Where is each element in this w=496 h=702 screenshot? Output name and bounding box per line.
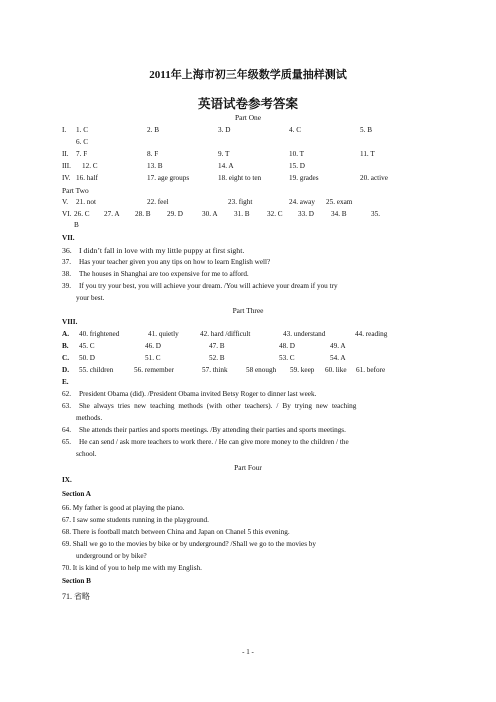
row-label: B.: [62, 342, 69, 350]
answer-cell: 4. C: [289, 126, 301, 134]
answer-cell: 17. age groups: [147, 174, 190, 182]
ix-item: 66. My father is good at playing the piano.: [62, 504, 185, 512]
item-text: Has your teacher given you any tips on how to learn English well?: [79, 258, 271, 266]
ix-item: 67. I saw some students running in the playground.: [62, 516, 209, 524]
item-text: If you try your best, you will achieve your dream. /You will achieve your dream if you try: [79, 282, 338, 290]
answer-cell: 60. like: [325, 366, 347, 374]
part-three-heading: Part Three: [232, 306, 264, 315]
answer-cell: 41. quietly: [148, 330, 179, 338]
ix-item: 69. Shall we go to the movies by bike or by underground? /Shall we go to the movies by: [62, 540, 316, 548]
section-a-label: Section A: [62, 490, 91, 498]
item-text: She attends their parties and sports meetings. /By attending their parties and sports meetings.: [79, 426, 346, 434]
part-four-heading: Part Four: [234, 463, 262, 472]
section-ix-label: IX.: [62, 476, 72, 484]
answer-cell: 30. A: [202, 210, 218, 218]
item-text-continued: methods.: [76, 414, 103, 422]
answer-cell: 33. D: [298, 210, 314, 218]
item-text-continued: underground or by bike?: [76, 552, 147, 560]
answer-cell: 46. D: [145, 342, 161, 350]
answer-cell: 14. A: [218, 162, 234, 170]
item-text-continued: your best.: [76, 294, 105, 302]
answer-cell: 50. D: [79, 354, 95, 362]
answer-cell: 10. T: [289, 150, 305, 158]
item-number: 36.: [62, 246, 72, 255]
answer-cell: 25. exam: [326, 198, 353, 206]
answer-cell: 6. C: [76, 138, 88, 146]
document-title: 2011年上海市初三年级数学质量抽样测试: [149, 69, 347, 81]
part-two-heading: Part Two: [62, 186, 89, 195]
answer-cell: 22. feel: [147, 198, 169, 206]
answer-cell: 40. frightened: [79, 330, 120, 338]
answer-cell: 47. B: [209, 342, 225, 350]
row-label: V.: [62, 198, 69, 206]
row-label: C.: [62, 354, 69, 362]
answer-cell: 3. D: [218, 126, 231, 134]
answer-cell: 20. active: [360, 174, 388, 182]
answer-cell: 31. B: [234, 210, 250, 218]
answer-cell: 11. T: [360, 150, 375, 158]
answer-cell: 9. T: [218, 150, 230, 158]
answer-cell: 2. B: [147, 126, 159, 134]
answer-cell: 56. remember: [134, 366, 174, 374]
answer-cell: 58 enough: [246, 366, 277, 374]
answer-cell: 51. C: [145, 354, 161, 362]
row-label: VI.: [62, 210, 72, 218]
answer-cell: 32. C: [267, 210, 283, 218]
item-number: 63.: [62, 402, 71, 410]
answer-cell: 34. B: [331, 210, 347, 218]
answer-cell: 15. D: [289, 162, 305, 170]
answer-cell: 13. B: [147, 162, 163, 170]
answer-cell: 52. B: [209, 354, 225, 362]
item-text: He can send / ask more teachers to work there. / He can give more money to the children / the: [79, 438, 349, 446]
answer-cell: 55. children: [79, 366, 114, 374]
item-number: 64.: [62, 426, 71, 434]
ix-item: 68. There is football match between China and Japan on Chanel 5 this evening.: [62, 528, 290, 536]
answer-cell: 26. C: [74, 210, 90, 218]
row-label: II.: [62, 150, 69, 158]
item-number: 38.: [62, 270, 71, 278]
item-71: 71. 省略: [62, 592, 90, 601]
row-label: D.: [62, 366, 69, 374]
answer-cell: 44. reading: [355, 330, 388, 338]
answer-cell: 23. fight: [228, 198, 253, 206]
item-number: 39.: [62, 282, 71, 290]
section-viii-label: VIII.: [62, 318, 78, 326]
answer-cell: 53. C: [279, 354, 295, 362]
page-number: - 1 -: [242, 648, 254, 656]
section-e-label: E.: [62, 378, 69, 386]
item-number: 37.: [62, 258, 71, 266]
item-number: 65.: [62, 438, 71, 446]
answer-cell: 42. hard /difficult: [200, 330, 251, 338]
answer-cell: 19. grades: [289, 174, 319, 182]
answer-cell: 29. D: [167, 210, 183, 218]
answer-cell: 28. B: [135, 210, 151, 218]
answer-cell: 27. A: [104, 210, 120, 218]
answer-cell: 7. F: [76, 150, 88, 158]
answer-cell: 45. C: [79, 342, 95, 350]
section-b-label: Section B: [62, 577, 91, 585]
answer-cell-continued: B: [74, 221, 79, 229]
answer-cell: 24. away: [289, 198, 315, 206]
answer-cell: 12. C: [82, 162, 98, 170]
item-text: The houses in Shanghai are too expensive for me to afford.: [79, 270, 249, 278]
answer-cell: 35.: [371, 210, 380, 218]
answer-cell: 43. understand: [283, 330, 326, 338]
answer-cell: 5. B: [360, 126, 372, 134]
answer-cell: 57. think: [202, 366, 228, 374]
answer-cell: 59. keep: [290, 366, 315, 374]
answer-cell: 61. before: [356, 366, 386, 374]
item-number: 62.: [62, 390, 71, 398]
item-text: President Obama (did). /President Obama invited Betsy Roger to dinner last week.: [79, 390, 317, 398]
part-one-heading: Part One: [234, 113, 262, 122]
answer-cell: 16. half: [76, 174, 98, 182]
ix-item: 70. It is kind of you to help me with my English.: [62, 564, 202, 572]
answer-cell: 49. A: [330, 342, 346, 350]
answer-cell: 48. D: [279, 342, 295, 350]
item-text-continued: school.: [76, 450, 97, 458]
answer-cell: 1. C: [76, 126, 88, 134]
row-label: I.: [62, 126, 67, 134]
document-subtitle: 英语试卷参考答案: [197, 97, 298, 111]
row-label: A.: [62, 330, 69, 338]
answer-cell: 8. F: [147, 150, 159, 158]
item-text: I didn’t fall in love with my little puppy at first sight.: [79, 246, 245, 255]
answer-cell: 18. eight to ten: [218, 174, 262, 182]
item-text: She always tries new teaching methods (with other teachers). / By trying new teaching: [79, 402, 357, 410]
row-label: IV.: [62, 174, 71, 182]
answer-cell: 54. A: [330, 354, 346, 362]
row-label: III.: [62, 162, 71, 170]
answer-cell: 21. not: [76, 198, 96, 206]
section-vii-label: VII.: [62, 234, 75, 242]
